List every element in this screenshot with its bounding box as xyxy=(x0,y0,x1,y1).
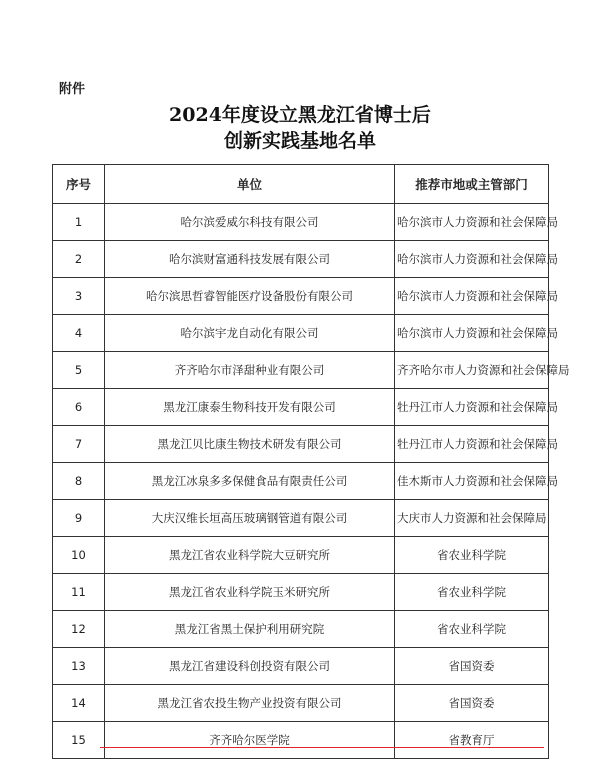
red-annotation-line xyxy=(100,747,544,748)
row-dept: 佳木斯市人力资源和社会保障局 xyxy=(395,463,549,500)
row-number: 7 xyxy=(53,426,105,463)
row-number: 14 xyxy=(53,685,105,722)
row-unit: 齐齐哈尔市泽甜种业有限公司 xyxy=(105,352,395,389)
table-row xyxy=(53,463,549,500)
row-unit: 黑龙江贝比康生物技术研发有限公司 xyxy=(105,426,395,463)
row-dept: 省国资委 xyxy=(395,648,549,685)
table-row xyxy=(53,685,549,722)
row-unit: 黑龙江省农业科学院大豆研究所 xyxy=(105,537,395,574)
table-row xyxy=(53,537,549,574)
row-number: 3 xyxy=(53,278,105,315)
row-dept: 哈尔滨市人力资源和社会保障局 xyxy=(395,241,549,278)
row-dept: 牡丹江市人力资源和社会保障局 xyxy=(395,426,549,463)
row-dept: 省农业科学院 xyxy=(395,574,549,611)
attachment-label: 附件 xyxy=(59,82,86,97)
row-unit: 黑龙江省农投生物产业投资有限公司 xyxy=(105,685,395,722)
table-row xyxy=(53,389,549,426)
table-row xyxy=(53,315,549,352)
row-dept: 省国资委 xyxy=(395,685,549,722)
table-header-row xyxy=(53,165,549,204)
row-unit: 哈尔滨财富通科技发展有限公司 xyxy=(105,241,395,278)
table-row xyxy=(53,204,549,241)
row-dept: 省农业科学院 xyxy=(395,611,549,648)
document-title-line-2: 创新实践基地名单 xyxy=(223,130,376,152)
table-row xyxy=(53,648,549,685)
row-dept: 牡丹江市人力资源和社会保障局 xyxy=(395,389,549,426)
row-number: 15 xyxy=(53,722,105,759)
header-serial-number: 序号 xyxy=(53,165,105,204)
row-number: 12 xyxy=(53,611,105,648)
row-number: 4 xyxy=(53,315,105,352)
row-number: 11 xyxy=(53,574,105,611)
base-list-table xyxy=(52,164,570,759)
document-title-line-1: 2024年度设立黑龙江省博士后 xyxy=(169,104,431,126)
row-number: 6 xyxy=(53,389,105,426)
row-dept: 大庆市人力资源和社会保障局 xyxy=(395,500,549,537)
row-number: 13 xyxy=(53,648,105,685)
table-row xyxy=(53,722,549,759)
table-row xyxy=(53,241,549,278)
header-recommending-dept: 推荐市地或主管部门 xyxy=(395,165,549,204)
row-unit: 黑龙江省黑土保护利用研究院 xyxy=(105,611,395,648)
table-row xyxy=(53,611,549,648)
row-number: 1 xyxy=(53,204,105,241)
row-number: 10 xyxy=(53,537,105,574)
row-number: 5 xyxy=(53,352,105,389)
row-unit: 黑龙江省农业科学院玉米研究所 xyxy=(105,574,395,611)
row-unit: 哈尔滨思哲睿智能医疗设备股份有限公司 xyxy=(105,278,395,315)
row-unit: 黑龙江康泰生物科技开发有限公司 xyxy=(105,389,395,426)
row-dept: 哈尔滨市人力资源和社会保障局 xyxy=(395,278,549,315)
header-unit: 单位 xyxy=(105,165,395,204)
table-row xyxy=(53,278,549,315)
table-row xyxy=(53,574,549,611)
row-dept: 齐齐哈尔市人力资源和社会保障局 xyxy=(395,352,549,389)
row-unit: 黑龙江冰泉多多保健食品有限责任公司 xyxy=(105,463,395,500)
row-number: 2 xyxy=(53,241,105,278)
table-row xyxy=(53,426,549,463)
row-number: 8 xyxy=(53,463,105,500)
table-row xyxy=(53,352,549,389)
row-number: 9 xyxy=(53,500,105,537)
row-unit: 哈尔滨爱威尔科技有限公司 xyxy=(105,204,395,241)
row-unit: 齐齐哈尔医学院 xyxy=(105,722,395,759)
row-unit: 大庆汉维长垣高压玻璃钢管道有限公司 xyxy=(105,500,395,537)
row-dept: 哈尔滨市人力资源和社会保障局 xyxy=(395,204,549,241)
row-unit: 哈尔滨宇龙自动化有限公司 xyxy=(105,315,395,352)
table-row xyxy=(53,500,549,537)
row-unit: 黑龙江省建设科创投资有限公司 xyxy=(105,648,395,685)
row-dept: 省农业科学院 xyxy=(395,537,549,574)
row-dept: 哈尔滨市人力资源和社会保障局 xyxy=(395,315,549,352)
row-dept: 省教育厅 xyxy=(395,722,549,759)
